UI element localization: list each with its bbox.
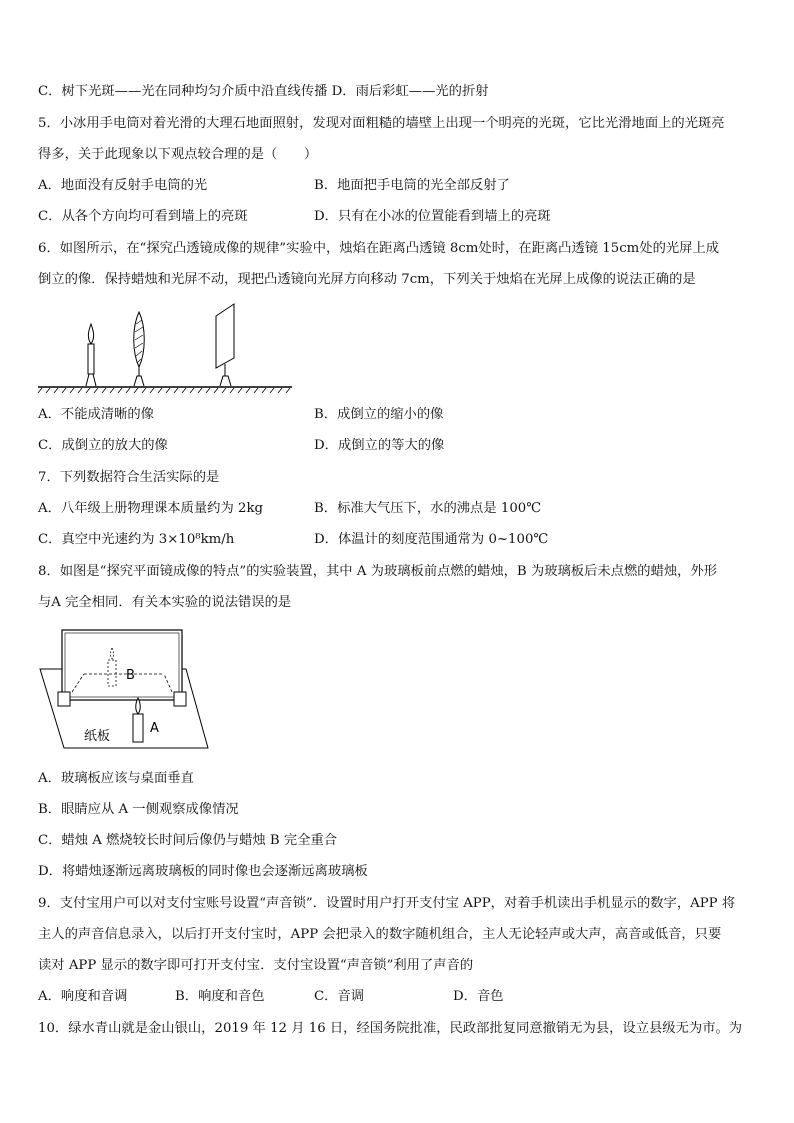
candle-icon — [86, 324, 96, 386]
q8-option-a: A．玻璃板应该与桌面垂直 — [38, 771, 194, 786]
q9-stem-line-1: 9．支付宝用户可以对支付宝账号设置“声音锁”．设置时用户打开支付宝 APP，对着手机读出手机显示的数字，APP 将 — [38, 896, 736, 911]
q10-stem-line-1: 10．绿水青山就是金山银山，2019 年 12 月 16 日，经国务院批准，民政部批复同意撤销无为县，设立县级无为市。为 — [38, 1021, 743, 1036]
q7-option-d: D．体温计的刻度范围通常为 0~100℃ — [314, 532, 549, 547]
q5-option-d: D．只有在小冰的位置能看到墙上的亮斑 — [314, 209, 551, 224]
q6-stem-line-1: 6．如图所示，在“探究凸透镜成像的规律”实验中，烛焰在距离凸透镜 8cm处时，在距离凸透镜 15cm处的光屏上成 — [38, 241, 720, 256]
q9-stem-line-3: 读对 APP 显示的数字即可打开支付宝．支付宝设置“声音锁”利用了声音的 — [38, 958, 474, 973]
figure-label-b: B — [126, 668, 135, 683]
q6-option-b: B．成倒立的缩小的像 — [314, 407, 444, 422]
q7-option-a: A．八年级上册物理课本质量约为 2kg — [38, 501, 264, 516]
figure-label-board: 纸板 — [84, 729, 111, 744]
q5-stem-line-2: 得多，关于此现象以下观点较合理的是（ ） — [38, 147, 318, 162]
q9-option-d: D．音色 — [453, 989, 504, 1004]
light-screen-icon — [216, 304, 234, 386]
lens-experiment-figure — [36, 302, 306, 394]
q8-option-d: D．将蜡烛逐渐远离玻璃板的同时像也会逐渐远离玻璃板 — [38, 864, 368, 879]
q5-option-a: A．地面没有反射手电筒的光 — [38, 178, 208, 193]
q8-option-b: B．眼睛应从 A 一侧观察成像情况 — [38, 802, 239, 817]
figure-label-a: A — [150, 721, 159, 736]
q7-option-c: C．真空中光速约为 3×10⁸km/h — [38, 532, 235, 547]
q7-option-b: B．标准大气压下，水的沸点是 100℃ — [314, 501, 542, 516]
q5-option-b: B．地面把手电筒的光全部反射了 — [314, 178, 510, 193]
q9-option-c: C．音调 — [314, 989, 365, 1004]
q9-option-b: B．响度和音色 — [175, 989, 265, 1004]
q9-option-a: A．响度和音调 — [38, 989, 128, 1004]
q9-stem-line-2: 主人的声音信息录入，以后打开支付宝时，APP 会把录入的数字随机组合，主人无论轻声或大声，高音或低音，只要 — [38, 927, 722, 942]
q6-option-a: A．不能成清晰的像 — [38, 407, 154, 422]
convex-lens-icon — [134, 312, 145, 386]
q8-option-c: C．蜡烛 A 燃烧较长时间后像仍与蜡烛 B 完全重合 — [38, 833, 338, 848]
plane-mirror-figure — [36, 624, 211, 754]
q8-stem-line-2: 与A 完全相同．有关本实验的说法错误的是 — [38, 595, 292, 610]
q5-option-c: C．从各个方向均可看到墙上的亮斑 — [38, 209, 248, 224]
q6-stem-line-2: 倒立的像．保持蜡烛和光屏不动，现把凸透镜向光屏方向移动 7cm，下列关于烛焰在光屏上成像的说法正确的是 — [38, 272, 696, 287]
q4-options-cd: C．树下光斑——光在同种均匀介质中沿直线传播 D．雨后彩虹——光的折射 — [38, 84, 489, 99]
q8-stem-line-1: 8．如图是“探究平面镜成像的特点”的实验装置，其中 A 为玻璃板前点燃的蜡烛，B 为玻璃板后未点燃的蜡烛，外形 — [38, 564, 718, 579]
q7-stem: 7．下列数据符合生活实际的是 — [38, 470, 220, 485]
q6-option-c: C．成倒立的放大的像 — [38, 438, 168, 453]
q6-option-d: D．成倒立的等大的像 — [314, 438, 445, 453]
q5-stem-line-1: 5．小冰用手电筒对着光滑的大理石地面照射，发现对面粗糙的墙壁上出现一个明亮的光斑，它比光滑地面上的光斑亮 — [38, 116, 725, 131]
